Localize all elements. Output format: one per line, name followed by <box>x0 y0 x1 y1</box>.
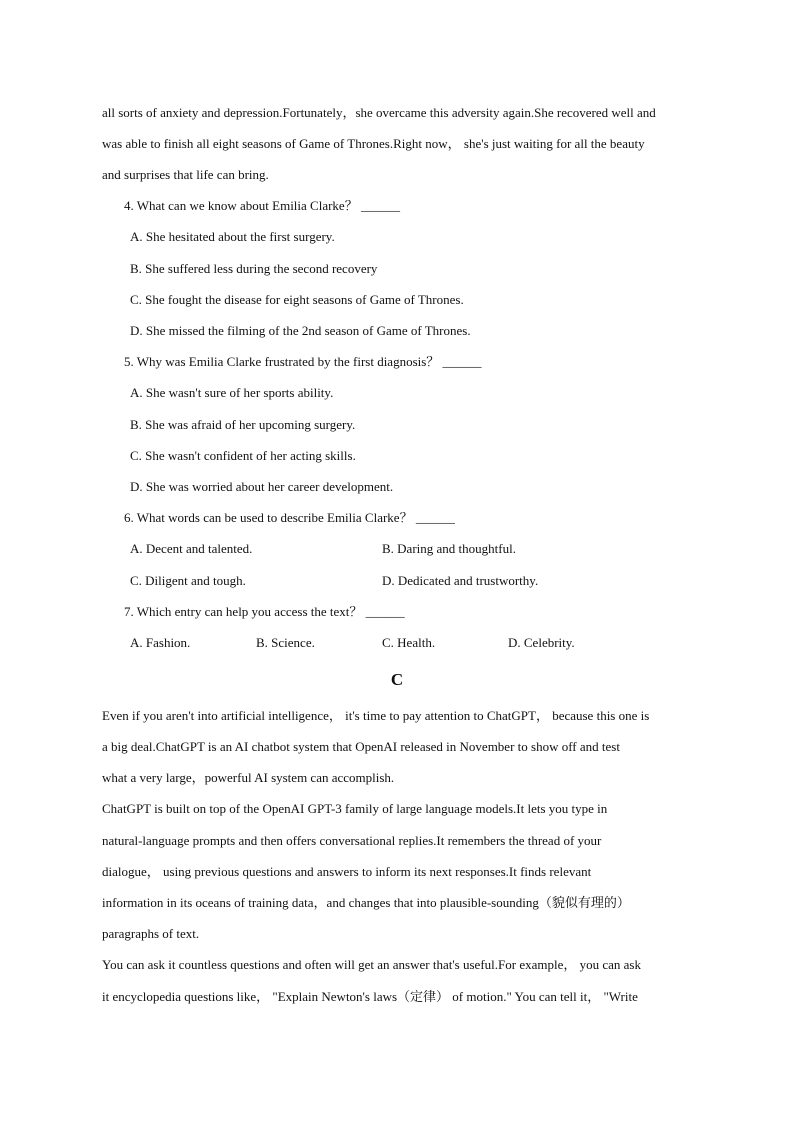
section-c-line-3: what a very large，powerful AI system can accomplish. <box>102 770 395 785</box>
q5-option-a: A. She wasn't sure of her sports ability. <box>130 385 334 400</box>
q6-option-d: D. Dedicated and trustworthy. <box>382 573 539 588</box>
q4-option-d: D. She missed the filming of the 2nd season of Game of Thrones. <box>130 323 471 338</box>
q6-option-c: C. Diligent and tough. <box>130 573 246 588</box>
question-6: 6. What words can be used to describe Emilia Clarke？ ______ <box>124 510 455 525</box>
q7-option-d: D. Celebrity. <box>508 635 575 650</box>
q6-option-b: B. Daring and thoughtful. <box>382 541 516 556</box>
passage-b-line-3: and surprises that life can bring. <box>102 167 269 182</box>
section-c-line-4: ChatGPT is built on top of the OpenAI GPT-3 family of large language models.It lets you type in <box>102 801 608 816</box>
passage-b-line-1: all sorts of anxiety and depression.Fortunately，she overcame this adversity again.She recovered well and <box>102 105 656 120</box>
section-c-line-6: dialogue， using previous questions and answers to inform its next responses.It finds relevant <box>102 864 592 879</box>
q7-option-c: C. Health. <box>382 635 436 650</box>
section-c-line-2: a big deal.ChatGPT is an AI chatbot system that OpenAI released in November to show off and test <box>102 739 620 754</box>
q5-option-c: C. She wasn't confident of her acting skills. <box>130 448 356 463</box>
section-c-line-7: information in its oceans of training data，and changes that into plausible-sounding（貌似有理的） <box>102 895 630 910</box>
section-c-line-1: Even if you aren't into artificial intelligence， it's time to pay attention to ChatGPT， because this one is <box>102 708 650 723</box>
question-7: 7. Which entry can help you access the text？ ______ <box>124 604 405 619</box>
q6-option-a: A. Decent and talented. <box>130 541 253 556</box>
q4-option-a: A. She hesitated about the first surgery. <box>130 229 335 244</box>
q7-option-a: A. Fashion. <box>130 635 191 650</box>
q5-option-d: D. She was worried about her career development. <box>130 479 394 494</box>
section-c-line-9: You can ask it countless questions and often will get an answer that's useful.For example， you can ask <box>102 957 641 972</box>
q7-option-b: B. Science. <box>256 635 315 650</box>
section-c-line-8: paragraphs of text. <box>102 926 200 941</box>
passage-b-line-2: was able to finish all eight seasons of Game of Thrones.Right now， she's just waiting for all the beauty <box>102 136 645 151</box>
q5-option-b: B. She was afraid of her upcoming surgery. <box>130 417 356 432</box>
section-c-line-5: natural-language prompts and then offers conversational replies.It remembers the thread of your <box>102 833 602 848</box>
question-4: 4. What can we know about Emilia Clarke？ ______ <box>124 198 400 213</box>
q4-option-c: C. She fought the disease for eight seasons of Game of Thrones. <box>130 292 464 307</box>
q4-option-b: B. She suffered less during the second recovery <box>130 261 378 276</box>
question-5: 5. Why was Emilia Clarke frustrated by the first diagnosis？ ______ <box>124 354 482 369</box>
section-c-title: C <box>390 670 404 689</box>
section-c-line-10: it encyclopedia questions like， "Explain Newton's laws（定律） of motion." You can tell it， "Write <box>102 989 638 1004</box>
